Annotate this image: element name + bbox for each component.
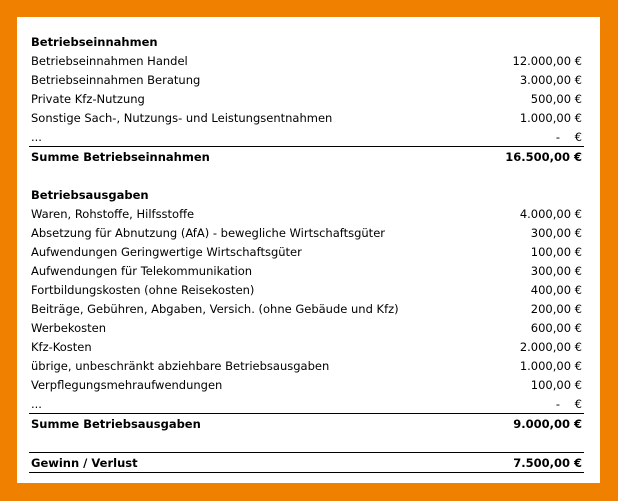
expense-value: 100,00 € [530, 377, 582, 392]
expense-label: Waren, Rohstoffe, Hilfsstoffe [31, 206, 195, 221]
income-total-value: 16.500,00 € [505, 149, 582, 164]
expense-label: übrige, unbeschränkt abziehbare Betriebsausgaben [31, 358, 330, 373]
result-label: Gewinn / Verlust [31, 455, 138, 470]
expense-label: Aufwendungen für Telekommunikation [31, 263, 253, 278]
income-row [29, 70, 584, 89]
income-total-label: Summe Betriebseinnahmen [31, 149, 210, 164]
expense-row [29, 356, 584, 375]
expense-row [29, 318, 584, 337]
expense-row [29, 375, 584, 394]
orange-frame [17, 17, 600, 483]
expense-label: Aufwendungen Geringwertige Wirtschaftsgüter [31, 244, 302, 259]
expense-row [29, 204, 584, 223]
income-row [29, 89, 584, 108]
spacer [29, 433, 584, 453]
expense-label: Beiträge, Gebühren, Abgaben, Versich. (ohne Gebäude und Kfz) [31, 301, 399, 316]
income-label: Sonstige Sach-, Nutzungs- und Leistungsentnahmen [31, 110, 333, 125]
expense-value: 1.000,00 € [519, 358, 582, 373]
income-value: 12.000,00 € [512, 53, 582, 68]
expense-value: 2.000,00 € [519, 339, 582, 354]
expenses-heading-row [29, 185, 584, 204]
income-label: ... [31, 129, 42, 144]
income-value: 500,00 € [530, 91, 582, 106]
expense-row [29, 223, 584, 242]
spacer [29, 166, 584, 185]
expense-label: ... [31, 396, 42, 411]
expense-value: 300,00 € [530, 263, 582, 278]
income-row [29, 51, 584, 70]
expense-value: 600,00 € [530, 320, 582, 335]
income-row [29, 127, 584, 146]
expense-value: - € [555, 396, 582, 411]
income-total-row [29, 146, 584, 166]
income-heading: Betriebseinnahmen [31, 34, 158, 49]
expense-value: 200,00 € [530, 301, 582, 316]
expense-value: 400,00 € [530, 282, 582, 297]
expenses-total-label: Summe Betriebsausgaben [31, 416, 201, 431]
expense-row [29, 394, 584, 413]
income-row [29, 108, 584, 127]
income-label: Private Kfz-Nutzung [31, 91, 145, 106]
result-value: 7.500,00 € [513, 455, 582, 470]
expense-label: Fortbildungskosten (ohne Reisekosten) [31, 282, 255, 297]
expense-value: 100,00 € [530, 244, 582, 259]
income-label: Betriebseinnahmen Handel [31, 53, 188, 68]
income-value: 1.000,00 € [519, 110, 582, 125]
expenses-heading: Betriebsausgaben [31, 187, 149, 202]
expense-row [29, 337, 584, 356]
expenses-total-row [29, 413, 584, 433]
expenses-total-value: 9.000,00 € [513, 416, 582, 431]
expense-label: Kfz-Kosten [31, 339, 92, 354]
expense-value: 4.000,00 € [519, 206, 582, 221]
expense-label: Absetzung für Abnutzung (AfA) - bewegliche Wirtschaftsgüter [31, 225, 385, 240]
income-heading-row [29, 32, 584, 51]
expense-label: Werbekosten [31, 320, 107, 335]
expense-value: 300,00 € [530, 225, 582, 240]
expense-row [29, 280, 584, 299]
income-value: 3.000,00 € [519, 72, 582, 87]
income-label: Betriebseinnahmen Beratung [31, 72, 201, 87]
profit-loss-sheet [29, 32, 584, 473]
expense-label: Verpflegungsmehraufwendungen [31, 377, 223, 392]
expense-row [29, 242, 584, 261]
expense-row [29, 299, 584, 318]
income-value: - € [555, 129, 582, 144]
expense-row [29, 261, 584, 280]
result-row [29, 453, 584, 473]
